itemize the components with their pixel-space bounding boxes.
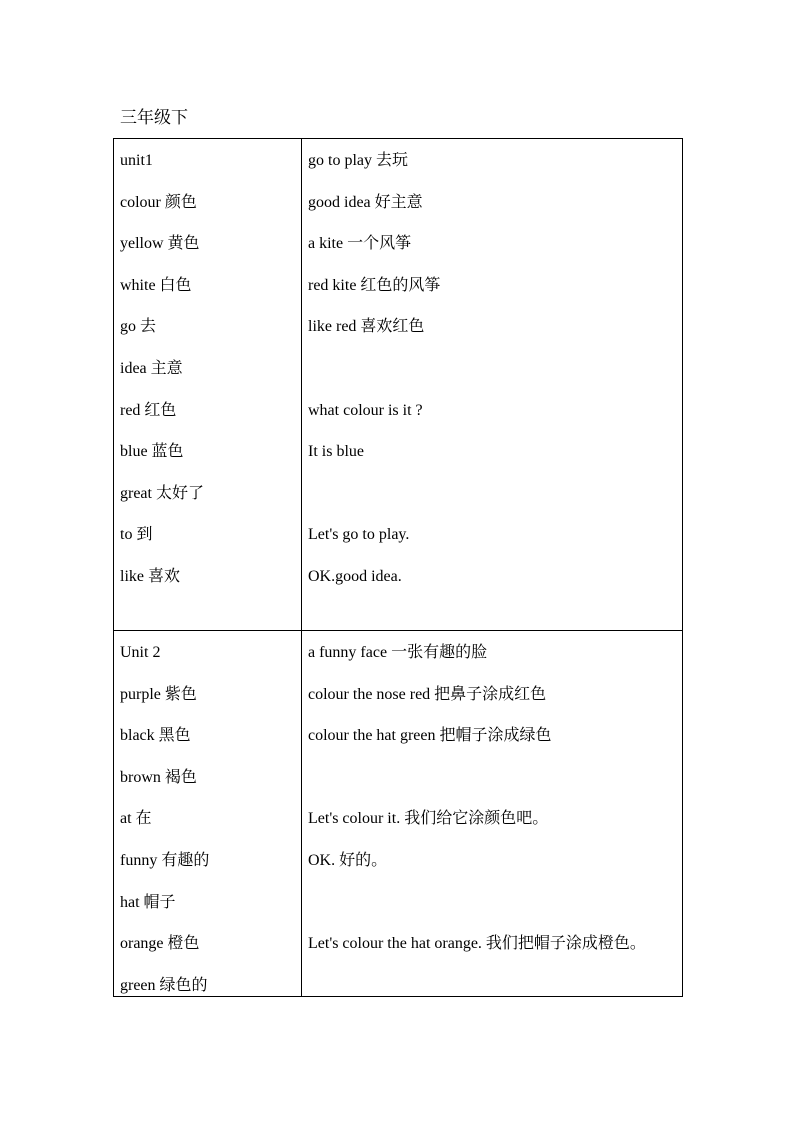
word-item: at 在: [120, 810, 152, 828]
sentence-item: OK.good idea.: [308, 567, 402, 585]
sentence-item: OK. 好的。: [308, 851, 388, 869]
unit2-title: Unit 2: [120, 644, 161, 661]
sentence-item: Let's go to play.: [308, 526, 410, 544]
blank-line: [308, 355, 676, 397]
word-item: great 太好了: [120, 484, 204, 502]
phrase-item: go to play 去玩: [308, 152, 408, 169]
page-heading: 三年级下: [120, 108, 188, 127]
unit1-phrases-cell: [302, 139, 683, 631]
word-item: red 红色: [120, 401, 177, 419]
word-item: blue 蓝色: [120, 443, 184, 461]
word-item: orange 橙色: [120, 935, 200, 953]
blank-line: [308, 480, 676, 522]
word-item: colour 颜色: [120, 193, 197, 211]
word-item: funny 有趣的: [120, 851, 210, 869]
word-item: purple 紫色: [120, 685, 197, 703]
phrase-item: colour the hat green 把帽子涂成绿色: [308, 727, 552, 745]
phrase-item: red kite 红色的风筝: [308, 276, 441, 294]
word-item: idea 主意: [120, 359, 183, 377]
sentence-item: Let's colour it. 我们给它涂颜色吧。: [308, 810, 549, 828]
unit1-title: unit1: [120, 152, 153, 169]
unit2-phrases-cell: [302, 631, 683, 997]
phrase-item: good idea 好主意: [308, 193, 423, 211]
sentence-item: Let's colour the hat orange. 我们把帽子涂成橙色。: [308, 935, 646, 953]
sentence-item: what colour is it ?: [308, 401, 423, 419]
table-row-unit1: [114, 139, 683, 631]
word-item: white 白色: [120, 276, 192, 294]
phrase-item: colour the nose red 把鼻子涂成红色: [308, 685, 547, 703]
sentence-item: It is blue: [308, 443, 364, 461]
blank-line: [308, 764, 676, 806]
word-item: black 黑色: [120, 727, 191, 745]
vocabulary-table: [113, 138, 683, 997]
table-row-unit2: [114, 631, 683, 997]
word-item: green 绿色的: [120, 976, 208, 994]
phrase-item: a funny face 一张有趣的脸: [308, 644, 488, 661]
word-item: to 到: [120, 526, 153, 544]
word-item: brown 褐色: [120, 768, 197, 786]
unit1-words-cell: [114, 139, 302, 631]
word-item: hat 帽子: [120, 893, 176, 911]
word-item: like 喜欢: [120, 567, 180, 585]
phrase-item: a kite 一个风筝: [308, 235, 412, 253]
phrase-item: like red 喜欢红色: [308, 318, 425, 336]
word-item: yellow 黄色: [120, 235, 200, 253]
unit2-words-cell: [114, 631, 302, 997]
word-item: go 去: [120, 318, 157, 336]
